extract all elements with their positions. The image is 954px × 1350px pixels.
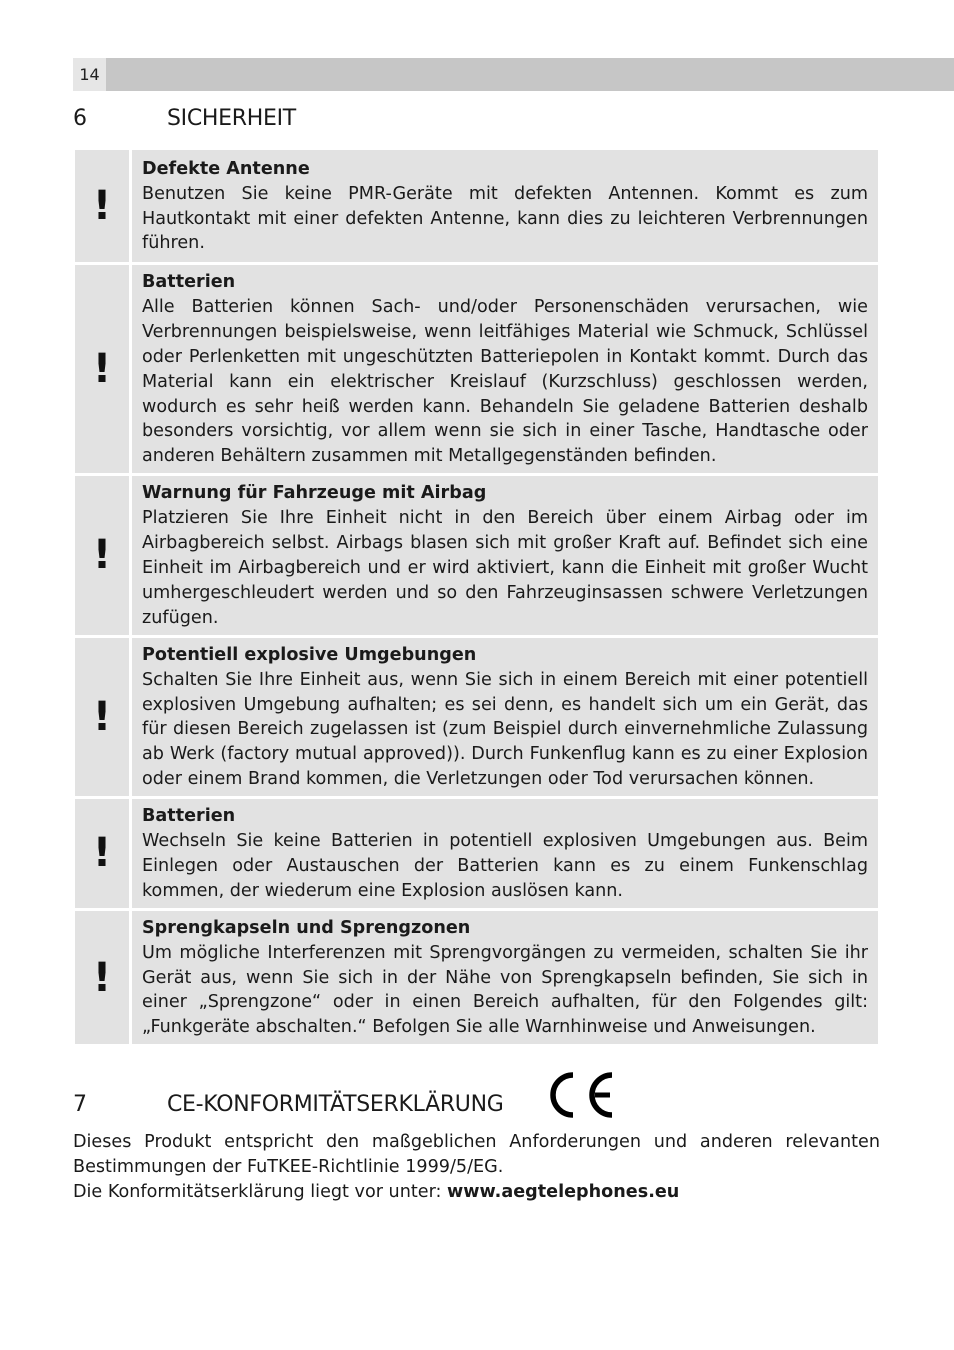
warning-row [75,911,878,1045]
ce-mark-icon [550,1070,622,1120]
exclamation-icon: ! [75,265,132,473]
warning-content [132,150,878,262]
warning-title: Potentiell explosive Umgebungen [142,644,477,665]
exclamation-icon: ! [75,638,132,796]
exclamation-icon: ! [75,799,132,908]
section-title: CE-KONFORMITÄTSERKLÄRUNG [167,1092,504,1117]
warning-row [75,476,878,634]
website-link[interactable]: www.aegtelephones.eu [447,1182,680,1202]
section-title: SICHERHEIT [167,106,296,131]
warning-title: Batterien [142,806,236,827]
page-number: 14 [73,58,106,91]
warning-content [132,265,878,473]
conformity-link-prefix: Die Konformitätserklärung liegt vor unter: [73,1182,442,1202]
warning-title: Defekte Antenne [142,158,310,179]
warning-text: Platzieren Sie Ihre Einheit nicht in den Bereich über einem Airbag oder im Airbagbereich selbst. Airbags blasen sich mit großer Kraft auf. Befindet sich eine Einheit im Airbagbereich und er wird aktiviert, kann die Einheit mit großer Wucht umhergeschleudert werden und so den Fahrzeuginsassen schwere Verletzungen zufügen. [142,508,868,628]
warning-content [132,476,878,634]
warning-title: Batterien [142,272,236,292]
exclamation-icon: ! [75,476,132,634]
warning-row [75,799,878,908]
warning-content [132,799,878,908]
safety-warnings-table [75,147,878,1047]
warning-row [75,150,878,262]
warning-text: Wechseln Sie keine Batterien in potentiell explosiven Umgebungen aus. Beim Einlegen oder Austauschen der Batterien kann es zu einem Funkenschlag kommen, der wiederum eine Explosion auslösen kann. [142,831,868,901]
section-number: 7 [73,1092,87,1117]
conformity-link-line [73,1180,880,1205]
warning-title: Warnung für Fahrzeuge mit Airbag [142,483,487,504]
warning-row [75,265,878,473]
exclamation-icon: ! [75,911,132,1045]
warning-text: Schalten Sie Ihre Einheit aus, wenn Sie sich in einem Bereich mit einer potentiell explosiven Umgebung aufhalten; es sei denn, es handelt sich um ein Gerät, das für diesen Bereich zugelassen ist (zum Beispiel durch einvernehmliche Zulassung ab Werk (factory mutual approved)). Durch Funkenflug kann es zu einer Explosion oder einem Brand kommen, die Verletzungen oder Tod verursachen können. [142,669,868,790]
warning-text: Alle Batterien können Sach- und/oder Personenschäden verursachen, wie Verbrennungen beispielsweise, wenn leitfähiges Material wie Schmuck, Schlüssel oder Perlenketten mit ungeschützten Batteriepolen in Kontakt kommt. Durch das Material kann ein elektrischer Kreislauf (Kurzschluss) geschlossen werden, wodurch es sehr heiß werden kann. Behandeln Sie geladene Batterien deshalb besonders vorsichtig, vor allem wenn sie sich in einer Tasche, Handtasche oder anderen Behältern zusammen mit Metallgegenständen befinden. [142,296,868,467]
exclamation-icon: ! [75,150,132,262]
warning-text: Um mögliche Interferenzen mit Sprengvorgängen zu vermeiden, schalten Sie ihr Gerät aus, wenn Sie sich in der Nähe von Sprengkapseln befinden, Sie sich in einer „Sprengzone“ oder in einen Bereich aufhalten, für den Folgendes gilt: „Funkgeräte abschalten.“ Befolgen Sie alle Warnhinweise und Anweisungen. [142,942,868,1038]
warning-text: Benutzen Sie keine PMR-Geräte mit defekten Antennen. Kommt es zum Hautkontakt mit einer defekten Antenne, kann dies zu leichteren Verbrennungen führen. [142,183,868,254]
warning-content [132,638,878,796]
warning-content [132,911,878,1045]
section-number: 6 [73,106,87,131]
page-header-bar [73,58,954,91]
warning-title: Sprengkapseln und Sprengzonen [142,917,471,938]
warning-row [75,638,878,796]
conformity-paragraph: Dieses Produkt entspricht den maßgeblichen Anforderungen und anderen relevanten Bestimmungen der FuTKEE-Richtlinie 1999/5/EG. [73,1132,880,1177]
